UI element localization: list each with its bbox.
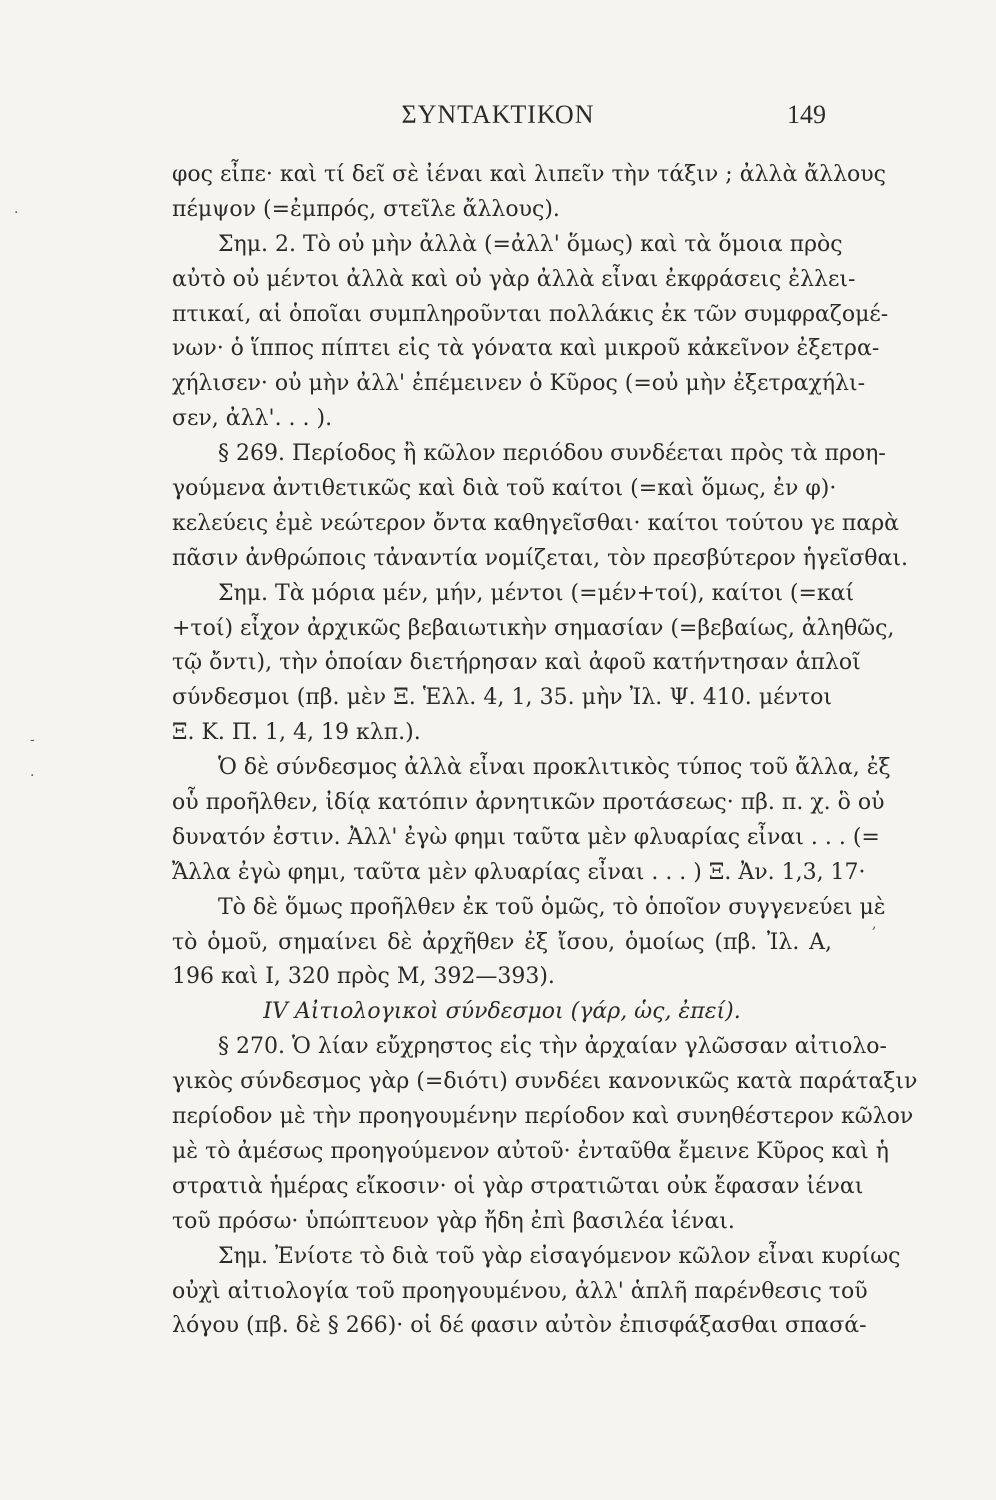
text-line: λόγου (πβ. δὲ § 266)· οἱ δέ φασιν αὐτὸν ἐπισφάξασθαι σπασά- <box>172 1313 867 1339</box>
text-line: πέμψον (=ἐμπρός, στεῖλε ἄλλους). <box>172 196 560 222</box>
text-line: πτικαί, αἱ ὁποῖαι συμπληροῦνται πολλάκις ἐκ τῶν συμφραζομέ- <box>172 301 889 327</box>
text-line: δυνατόν ἐστιν. Ἀλλ' ἐγὼ φημι ταῦτα μὲν φλυαρίας εἶναι . . . (= <box>172 824 880 850</box>
text-line: γούμενα ἀντιθετικῶς καὶ διὰ τοῦ καίτοι (=καὶ ὅμως, ἐν φ)· <box>172 476 837 502</box>
page-number: 149 <box>787 100 826 129</box>
page-header <box>0 100 996 140</box>
text-line: χήλισεν· οὐ μὴν ἀλλ' ἐπέμεινεν ὁ Κῦρος (=οὐ μὴν ἐξετραχήλι- <box>172 371 866 397</box>
running-title: ΣΥΝΤΑΚΤΙΚΟΝ <box>401 100 595 129</box>
text-line: μὲ τὸ ἀμέσως προηγούμενον αὐτοῦ· ἐνταῦθα ἔμεινε Κῦρος καὶ ἡ <box>172 1138 889 1164</box>
text-line: περίοδον μὲ τὴν προηγουμένην περίοδον καὶ συνηθέστερον κῶλον <box>172 1104 914 1130</box>
text-line: πᾶσιν ἀνθρώποις τἀναντία νομίζεται, τὸν πρεσβύτερον ἡγεῖσθαι. <box>172 545 908 571</box>
body-text <box>172 158 918 1344</box>
text-line: οὗ προῆλθεν, ἰδίᾳ κατόπιν ἀρνητικῶν προτάσεως· πβ. π. χ. ὃ οὐ <box>172 790 885 816</box>
text-line: γικὸς σύνδεσμος γὰρ (=διότι) συνδέει κανονικῶς κατὰ παράταξιν <box>172 1069 918 1095</box>
text-line: +τοί) εἶχον ἀρχικῶς βεβαιωτικὴν σημασίαν (=βεβαίως, ἀληθῶς, <box>172 615 895 641</box>
text-line: στρατιὰ ἡμέρας εἴκοσιν· οἱ γὰρ στρατιῶται οὐκ ἔφασαν ἰέναι <box>172 1173 864 1199</box>
text-line: κελεύεις ἐμὲ νεώτερον ὄντα καθηγεῖσθαι· καίτοι τούτου γε παρὰ <box>172 510 899 536</box>
text-line: Ξ. Κ. Π. 1, 4, 19 κλπ.). <box>172 720 421 746</box>
text-line: 196 καὶ Ι, 320 πρὸς Μ, 392—393). <box>172 964 555 990</box>
margin-speck: · <box>30 768 35 784</box>
text-line: αὐτὸ οὐ μέντοι ἀλλὰ καὶ οὐ γὰρ ἀλλὰ εἶναι ἐκφράσεις ἐλλει- <box>172 266 856 292</box>
text-line: σύνδεσμοι (πβ. μὲν Ξ. Ἑλλ. 4, 1, 35. μὴν Ἰλ. Ψ. 410. μέντοι <box>172 685 832 711</box>
text-line: Σημ. 2. Τὸ οὐ μὴν ἀλλὰ (=ἀλλ' ὅμως) καὶ τὰ ὅμοια πρὸς <box>218 231 843 257</box>
text-line: φος εἶπε· καὶ τί δεῖ σὲ ἰέναι καὶ λιπεῖν τὴν τάξιν ; ἀλλὰ ἄλλους <box>172 162 886 187</box>
text-line: Σημ. Ἐνίοτε τὸ διὰ τοῦ γὰρ εἰσαγόμενον κῶλον εἶναι κυρίως <box>218 1243 901 1269</box>
text-line: Τὸ δὲ ὅμως προῆλθεν ἐκ τοῦ ὁμῶς, τὸ ὁποῖον συγγενεύει μὲ <box>218 894 886 920</box>
margin-speck: , <box>872 916 877 932</box>
text-line: τοῦ πρόσω· ὑπώπτευον γὰρ ἤδη ἐπὶ βασιλέα ἰέναι. <box>172 1208 735 1234</box>
subsection-heading: IV Αἰτιολογικοὶ σύνδεσμοι (γάρ, ὡς, ἐπεί). <box>263 999 741 1025</box>
text-line: Σημ. Τὰ μόρια μέν, μήν, μέντοι (=μέν+τοί), καίτοι (=καί <box>218 580 855 606</box>
text-line: Ἄλλα ἐγὼ φημι, ταῦτα μὲν φλυαρίας εἶναι . . . ) Ξ. Ἀν. 1,3, 17· <box>172 859 866 885</box>
text-line: οὐχὶ αἰτιολογία τοῦ προηγουμένου, ἀλλ' ἁπλῆ παρένθεσις τοῦ <box>172 1278 868 1304</box>
text-line: νων· ὁ ἵππος πίπτει εἰς τὰ γόνατα καὶ μικροῦ κἀκεῖνον ἐξετρα- <box>172 336 880 362</box>
margin-speck: - <box>30 732 35 748</box>
section-269-heading-line: § 269. Περίοδος ἢ κῶλον περιόδου συνδέεται πρὸς τὰ προη- <box>218 441 886 467</box>
text-line: Ὁ δὲ σύνδεσμος ἀλλὰ εἶναι προκλιτικὸς τύπος τοῦ ἄλλα, ἐξ <box>218 755 891 781</box>
margin-speck: · <box>14 205 19 221</box>
text-line: σεν, ἀλλ'. . . ). <box>172 406 333 432</box>
section-270-heading-line: § 270. Ὁ λίαν εὔχρηστος εἰς τὴν ἀρχαίαν γλῶσσαν αἰτιολο- <box>218 1034 887 1060</box>
text-line: τὸ ὁμοῦ, σημαίνει δὲ ἀρχῆθεν ἐξ ἴσου, ὁμοίως (πβ. Ἰλ. Α, <box>172 929 832 955</box>
text-line: τῷ ὄντι), τὴν ὁποίαν διετήρησαν καὶ ἀφοῦ κατήντησαν ἁπλοῖ <box>172 650 861 676</box>
